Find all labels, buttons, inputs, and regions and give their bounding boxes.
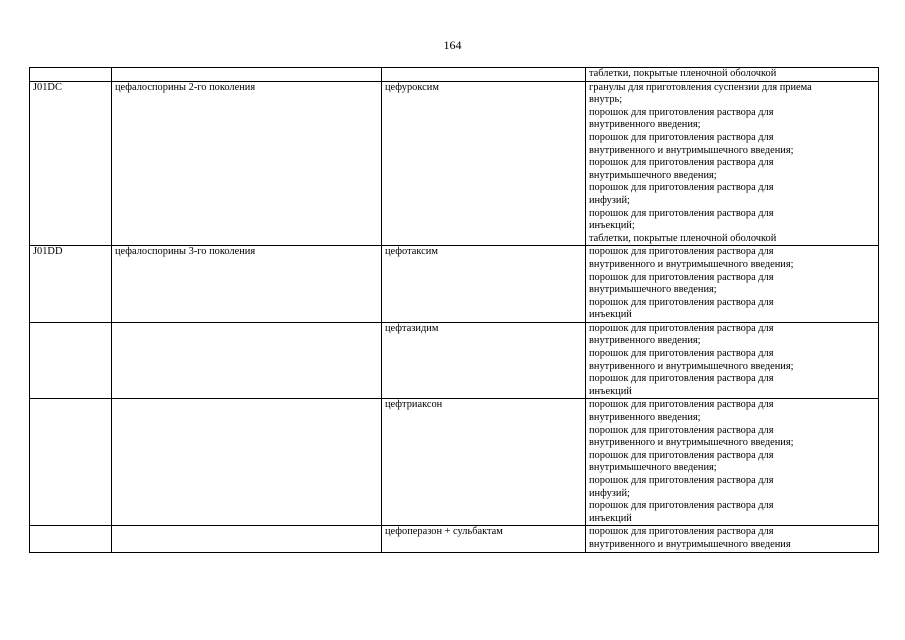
table-row — [30, 246, 879, 323]
drug-name-cell: цефоперазон + сульбактам — [382, 526, 586, 552]
table-row — [30, 81, 879, 246]
dosage-forms-cell: гранулы для приготовления суспензии для приема внутрь; порошок для приготовления раствора для внутривенного введения; порошок для приготовления раствора для внутривенного и внутримышечного введения; порошок для приготовления раствора для внутримышечного введения; порошок для приготовления раствора для инфузий; порошок для приготовления раствора для инъекций; таблетки, покрытые пленочной оболочкой — [586, 81, 879, 246]
atc-code-cell: J01DD — [30, 246, 112, 323]
atc-code-cell: J01DC — [30, 81, 112, 246]
dosage-forms-cell: порошок для приготовления раствора для внутривенного введения; порошок для приготовления раствора для внутривенного и внутримышечного введения; порошок для приготовления раствора для инъекций — [586, 322, 879, 399]
dosage-forms-cell: порошок для приготовления раствора для внутривенного введения; порошок для приготовления раствора для внутривенного и внутримышечного введения; порошок для приготовления раствора для внутримышечного введения; порошок для приготовления раствора для инфузий; порошок для приготовления раствора для инъекций — [586, 399, 879, 526]
drug-group-cell — [112, 322, 382, 399]
drug-name-cell — [382, 68, 586, 82]
atc-code-cell — [30, 399, 112, 526]
atc-code-cell — [30, 68, 112, 82]
drug-table — [29, 67, 879, 553]
drug-name-cell: цефотаксим — [382, 246, 586, 323]
dosage-forms-cell: порошок для приготовления раствора для внутривенного и внутримышечного введения; порошок для приготовления раствора для внутримышечного введения; порошок для приготовления раствора для инъекций — [586, 246, 879, 323]
table-row — [30, 399, 879, 526]
table-row — [30, 526, 879, 552]
table-row — [30, 68, 879, 82]
table-row — [30, 322, 879, 399]
dosage-forms-cell: порошок для приготовления раствора для внутривенного и внутримышечного введения — [586, 526, 879, 552]
atc-code-cell — [30, 526, 112, 552]
drug-group-cell — [112, 68, 382, 82]
drug-name-cell: цефуроксим — [382, 81, 586, 246]
drug-group-cell — [112, 526, 382, 552]
drug-group-cell: цефалоспорины 3-го поколения — [112, 246, 382, 323]
page-number: 164 — [443, 38, 462, 52]
atc-code-cell — [30, 322, 112, 399]
drug-group-cell: цефалоспорины 2-го поколения — [112, 81, 382, 246]
drug-name-cell: цефтазидим — [382, 322, 586, 399]
dosage-forms-cell: таблетки, покрытые пленочной оболочкой — [586, 68, 879, 82]
drug-group-cell — [112, 399, 382, 526]
drug-name-cell: цефтриаксон — [382, 399, 586, 526]
